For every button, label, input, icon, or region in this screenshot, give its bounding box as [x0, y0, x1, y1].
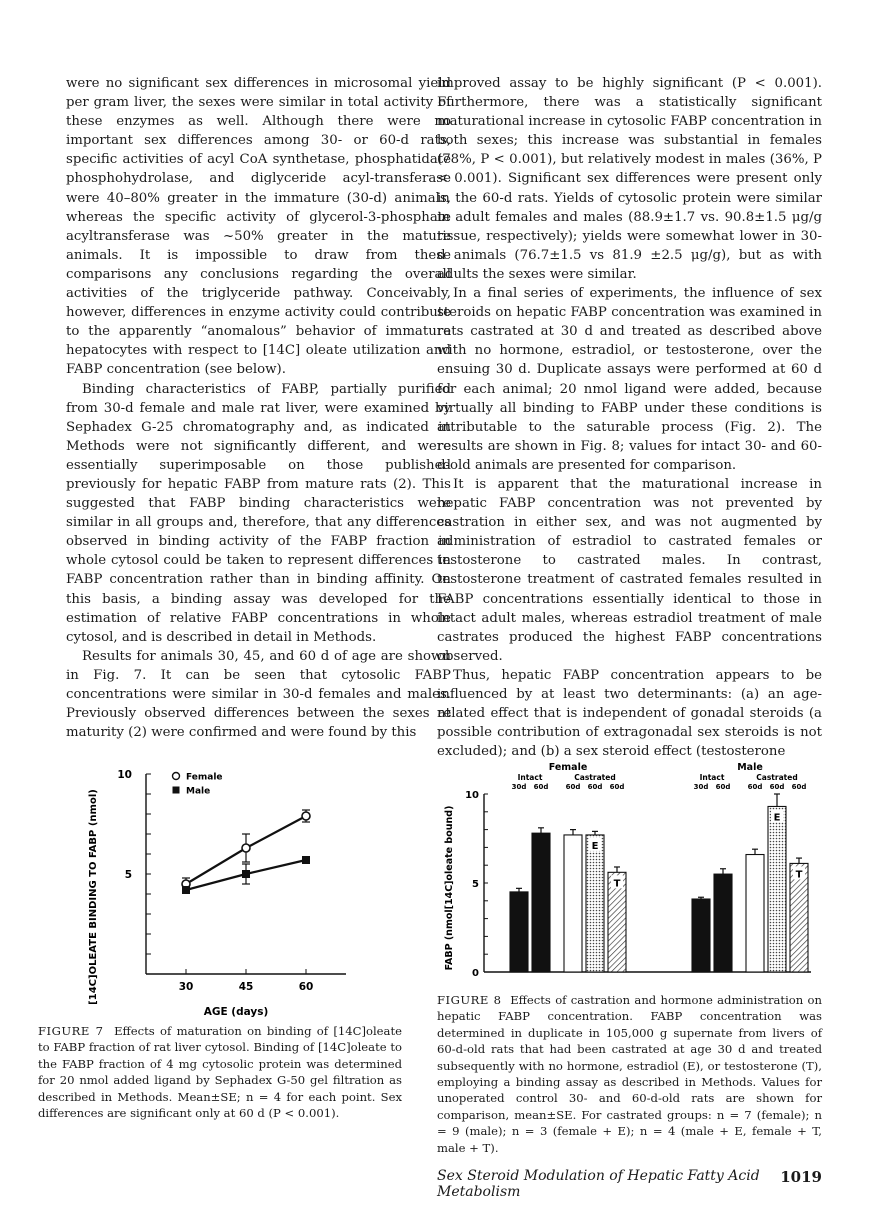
legend-label: Male — [186, 786, 211, 797]
data-point — [182, 886, 190, 894]
bar — [768, 806, 786, 972]
legend-marker — [173, 787, 180, 794]
page-footer — [437, 1168, 822, 1200]
legend-marker — [173, 773, 180, 780]
bar — [532, 833, 550, 972]
bar — [746, 855, 764, 972]
x-axis-label: AGE (days) — [203, 1006, 269, 1018]
figure-8-chart — [436, 762, 826, 980]
bar-category-label: 60d — [791, 783, 807, 791]
figure-7-caption — [38, 1023, 402, 1121]
bar-marker-label: T — [613, 878, 621, 890]
bar — [564, 835, 582, 972]
bar-marker-label: T — [795, 869, 803, 881]
bar-category-label: 30d — [511, 783, 527, 791]
bar — [692, 899, 710, 972]
paragraph: Thus, hepatic FABP concentration appears to be influenced by at least two determinants: (a) an age-related effect that is independent of gonadal steroids (a possible contribution of extragonadal sex steroids is not excluded); and (b) a sex steroid effect (testosterone — [437, 667, 822, 760]
y-tick-label: 5 — [124, 869, 132, 881]
running-title: Sex Steroid Modulation of Hepatic Fatty Acid Metabolism — [437, 1168, 760, 1200]
subgroup-label: Intact — [517, 773, 543, 782]
group-label: Male — [737, 762, 763, 773]
bar — [714, 874, 732, 972]
caption-label: FIGURE 8 — [437, 993, 502, 1007]
data-point — [242, 844, 250, 852]
x-tick-label: 60 — [298, 981, 314, 993]
paragraph: It is apparent that the maturational increase in hepatic FABP concentration was not prevented by castration in either sex, and was not augmented by administration of estradiol to castrated females or testosterone to castrated males. In contrast, testosterone treatment of castrated females resulted in FABP concentrations essentially identical to those in intact adult males, whereas estradiol treatment of male castrates produced the highest FABP concentrations observed. — [437, 476, 822, 664]
y-axis-label: FABP (nmol[14C]oleate bound) — [444, 805, 455, 971]
y-tick-label: 5 — [472, 879, 479, 890]
x-tick-label: 30 — [178, 981, 194, 993]
bar-category-label: 60d — [747, 783, 763, 791]
figure-7-chart — [66, 762, 406, 1020]
figure-7 — [66, 762, 406, 1020]
bar-category-label: 60d — [769, 783, 785, 791]
bar-category-label: 60d — [533, 783, 549, 791]
page-number: 1019 — [780, 1168, 822, 1186]
subgroup-label: Castrated — [756, 773, 798, 782]
y-tick-label: 0 — [472, 968, 479, 979]
caption-text: Effects of castration and hormone administration on hepatic FABP concentration. FABP concentration was determined in duplicate in 105,000 g supernate from livers of 60-d-old rats that had been castrated at age 30 d and treated subsequently with no hormone, estradiol (E), or testosterone (T), employing a binding assay as described in Methods. Values for unoperated control 30- and 60-d-old rats are shown for comparison, mean±SE. For castrated groups: n = 7 (female); n = 9 (male); n = 3 (female + E); n = 4 (male + E, female + T, male + T). — [437, 993, 822, 1155]
caption-label: FIGURE 7 — [38, 1024, 104, 1038]
bar-category-label: 60d — [587, 783, 603, 791]
caption-text: Effects of maturation on binding of [14C]oleate to FABP fraction of rat liver cytosol. Binding of [14C]oleate to the FABP fraction of 4 mg cytosolic protein was determined for 20 nmol added ligand by Sephadex G-50 gel filtration as described in Methods. Mean±SE; n = 4 for each point. Sex differences are significant only at 60 d (P < 0.001). — [38, 1024, 402, 1121]
group-label: Female — [548, 762, 588, 773]
figure-8 — [436, 762, 826, 980]
right-text-column — [437, 74, 822, 761]
left-text-column — [66, 74, 451, 742]
data-point — [242, 870, 250, 878]
paragraph: Results for animals 30, 45, and 60 d of age are shown in Fig. 7. It can be seen that cytosolic FABP concentrations were similar in 30-d females and males. Previously observed differences between the sexes at maturity (2) were confirmed and were found by this — [66, 648, 451, 741]
bar — [510, 892, 528, 972]
y-tick-label: 10 — [465, 790, 479, 801]
bar — [586, 835, 604, 972]
bar-category-label: 60d — [715, 783, 731, 791]
paragraph: improved assay to be highly significant (P < 0.001). Furthermore, there was a statistically significant maturational increase in cytosolic FABP concentration in both sexes; this increase was substantial in females (78%, P < 0.001), but relatively modest in males (36%, P < 0.001). Significant sex differences were present only in the 60-d rats. Yields of cytosolic protein were similar in adult females and males (88.9±1.7 vs. 90.8±1.5 μg/g tissue, respectively); yields were somewhat lower in 30-d animals (76.7±1.5 vs 81.9 ±2.5 μg/g), but as with adults the sexes were similar. — [437, 76, 822, 282]
figure-8-caption — [437, 992, 822, 1156]
bar-marker-label: E — [773, 812, 781, 824]
legend-label: Female — [186, 772, 223, 783]
data-point — [302, 812, 310, 820]
data-point — [302, 856, 310, 864]
paragraph: Binding characteristics of FABP, partially purified from 30-d female and male rat liver, were examined by Sephadex G-25 chromatography and, as indicated in Methods were not significantly different, and were essentially superimposable on those published previously for hepatic FABP from mature rats (2). This suggested that FABP binding characteristics were similar in all groups and, therefore, that any differences observed in binding activity of the FABP fraction in whole cytosol could be taken to represent differences in FABP concentration rather than in binding affinity. On this basis, a binding assay was developed for the estimation of relative FABP concentrations in whole cytosol, and is described in detail in Methods. — [66, 381, 451, 645]
paragraph: In a final series of experiments, the influence of sex steroids on hepatic FABP concentration was examined in rats castrated at 30 d and treated as described above with no hormone, estradiol, or testosterone, over the ensuing 30 d. Duplicate assays were performed at 60 d for each animal; 20 nmol ligand were added, because virtually all binding to FABP under these conditions is attributable to the saturable process (Fig. 2). The results are shown in Fig. 8; values for intact 30- and 60-d-old animals are presented for comparison. — [437, 286, 822, 473]
x-tick-label: 45 — [238, 981, 254, 993]
subgroup-label: Intact — [699, 773, 725, 782]
bar-marker-label: E — [591, 840, 599, 852]
y-tick-label: 10 — [117, 769, 132, 781]
paragraph: were no significant sex differences in microsomal yield per gram liver, the sexes were similar in total activity of these enzymes as well. Although there were no important sex differences among 30- or 60-d rats, specific activities of acyl CoA synthetase, phosphatidate phosphohydrolase, and diglyceride acyl-transferase were 40–80% greater in the immature (30-d) animals, whereas the specific activity of glycerol-3-phosphate acyltransferase was ~50% greater in the mature animals. It is impossible to draw from these comparisons any conclusions regarding the overall activities of the triglyceride pathway. Conceivably, however, differences in enzyme activity could contribute to the apparently “anomalous” behavior of immature hepatocytes with respect to [14C] oleate utilization and FABP concentration (see below). — [66, 76, 451, 378]
bar-category-label: 30d — [693, 783, 709, 791]
y-axis-label: [14C]OLEATE BINDING TO FABP (nmol) — [88, 789, 99, 1005]
bar-category-label: 60d — [565, 783, 581, 791]
bar-category-label: 60d — [609, 783, 625, 791]
subgroup-label: Castrated — [574, 773, 616, 782]
